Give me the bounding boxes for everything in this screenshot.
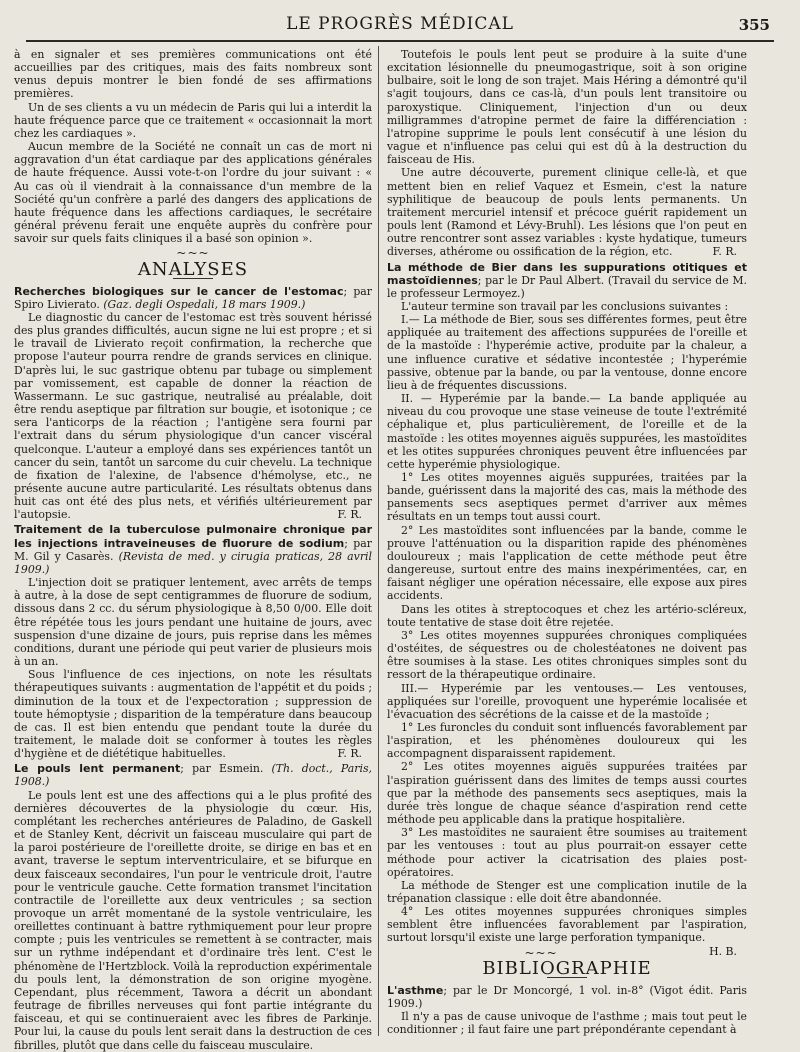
article-byline: ; par Esmein.	[180, 762, 272, 776]
article-methode-bier	[387, 260, 747, 958]
bibliography-paragraph: Il n'y a pas de cause univoque de l'asthme ; mais tout peut le conditionner ; il faut faire une part prépondérante cependant à	[387, 1010, 747, 1037]
left-column	[14, 48, 373, 1052]
article-paragraph: III.— Hyperémie par les ventouses.— Les ventouses, appliquées sur l'oreille, provoquent une hyperémie localisée et l'évacuation des sécrétions de la caisse et de la mastoïde ;	[387, 681, 747, 721]
right-column	[387, 48, 747, 1036]
intro-paragraph: Un de ses clients a vu un médecin de Paris qui lui a interdit la haute fréquence parce que ce traitement « occasionnait la mort chez les cardiaques ».	[14, 100, 372, 140]
article-title: Traitement de la tuberculose pulmonaire chronique par les injections intraveineuses de fluorure de sodium	[14, 523, 372, 550]
article-paragraph: 1° Les otites moyennes aiguës suppurées, traitées par la bande, guérissent dans la majorité des cas, mais la méthode des pansements secs aseptiques permet d'arriver aux mêmes résultats en un temps tout aussi court.	[387, 471, 747, 524]
article-paragraph: 1° Les furoncles du conduit sont influencés favorablement par l'aspiration, et les phénomènes douloureux qui les accompagnent disparaissent rapidement.	[387, 720, 747, 761]
section-heading-bibliographie: BIBLIOGRAPHIE	[482, 957, 652, 979]
article-paragraph: La méthode de Stenger est une complication inutile de la trépanation classique : elle doit être abandonnée.	[387, 878, 747, 905]
article-tuberculose	[14, 523, 372, 760]
article-title: La méthode de Bier dans les suppurations otitiques et mastoïdiennes	[387, 260, 747, 287]
article-signature: F. R.	[337, 747, 362, 761]
article-source: (Revista de med. y cirugia praticas, 28 avril 1909.)	[14, 549, 373, 576]
column-divider	[378, 46, 379, 1036]
article-paragraph: L'injection doit se pratiquer lentement, avec arrêts de temps à autre, à la dose de sept centigrammes de fluorure de sodium, dissous dans 2 cc. du sérum physiologique à 8,50 0/00. Elle doit être répétée tous les jours pendant une huitaine de jours, avec suspension d'une dizaine de jours, puis reprise dans les mêmes conditions, durant une période qui peut varier de plusieurs mois à un an.	[14, 576, 372, 669]
article-title: Recherches biologiques sur le cancer de l'estomac	[14, 284, 344, 298]
article-pouls-lent	[14, 762, 372, 1051]
article-cancer-estomac	[14, 285, 372, 522]
article-title: Le pouls lent permanent	[14, 762, 181, 776]
journal-title: LE PROGRÈS MÉDICAL	[286, 14, 514, 34]
article-paragraph: Dans les otites à streptocoques et chez les artério-scléreux, toute tentative de stase doit être rejetée.	[387, 602, 747, 629]
article-byline: ; par M. Gil y Casarès.	[14, 536, 372, 563]
continuation-paragraph: Toutefois le pouls lent peut se produire à la suite d'une excitation lésionnelle du pneumogastrique, soit à son origine bulbaire, soit le long de son trajet. Mais Héring a démontré qu'il s'agit toujours, dans ce cas-là, d'un pouls lent transitoire ou paroxystique. Cliniquement, l'injection d'un ou deux milligrammes d'atropine permet de faire la différenciation : l'atropine supprime le pouls lent consécutif à une lésion du vague et n'influence pas celui qui est dû à la destruction du faisceau de His.	[387, 48, 747, 167]
ornament-divider: ~~~	[524, 945, 558, 960]
article-paragraph: 3° Les otites moyennes suppurées chroniques compliquées d'ostéites, de séquestres ou de cholestéatones ne doivent pas être soumises à la stase. Les otites chroniques simples sont du ressort de la thérapeutique ordinaire.	[387, 628, 747, 682]
article-paragraph: II. — Hyperémie par la bande.— La bande appliquée au niveau du cou provoque une stase veineuse de toute l'extrémité céphalique et, plus particulièrement, de l'oreille et de la mastoïde : les otites moyennes aiguës suppurées, les mastoïdites et les otites suppurées chroniques peuvent être influencées par cette hyperémie physiologique.	[387, 392, 747, 471]
article-paragraph: 2° Les otites moyennes aiguës suppurées traitées par l'aspiration guérissent dans des limites de temps aussi courtes que par la méthode des pansements secs aseptiques, mais la durée très longue de chaque séance d'aspiration rend cette méthode peu applicable dans la pratique hospitalière.	[387, 760, 747, 827]
article-text: Sous l'influence de ces injections, on note les résultats thérapeutiques suivants : augmentation de l'appétit et du poids ; diminution de la toux et de l'expectoration ; suppression de toute hémoptysie ; disparition de la température dans beaucoup de cas. Il est bien entendu que pendant toute la durée du traitement, le malade doit se conformer à toutes les règles d'hygiène et de diététique habituelles.	[14, 668, 373, 761]
article-paragraph: 2° Les mastoïdites sont influencées par la bande, comme le prouve l'atténuation ou la disparition rapide des phénomènes douloureux ; mais l'application de cette méthode peut être dangereuse, surtout entre des mains inexpérimentées, car, en faisant négliger une opération nécessaire, elle expose aux pires accidents.	[387, 523, 747, 603]
article-paragraph	[14, 668, 372, 760]
page-header	[26, 10, 774, 42]
article-byline: ; par Spiro Livierato.	[14, 284, 372, 311]
article-paragraph: Le pouls lent est une des affections qui a le plus profité des dernières découvertes de la physiologie du cœur. His, complétant les recherches antérieures de Paladino, de Gaskell et de Stanley Kent, décrivit un faisceau musculaire qui part de la paroi postérieure de l'oreillette droite, se dirige en bas et en avant, traverse le septum interventriculaire, et se bifurque en deux faisceaux secondaires, l'un pour le ventricule droit, l'autre pour le ventricule gauche. Cette formation transmet l'incitation contractile de l'oreillette aux deux ventricules ; sa section provoque un arrêt momentané de la systole ventriculaire, les oreillettes continuant à battre rythmiquement pour leur propre compte ; puis les ventricules se remettent à se contracter, mais sur un rythme indépendant et d'ordinaire très lent. C'est le phénomène de l'Hertzblock. Voilà la reproduction expérimentale du pouls lent, la démonstration de son origine myogène. Cependant, plus récemment, Tawora a décrit un abondant feutrage de fibrilles nerveuses qui font partie intégrante du faisceau, et qui se continueraient avec les fibres de Parkinje. Pour lui, la cause du pouls lent serait dans la destruction de ces fibrilles, plutôt que dans celle du faisceau musculaire.	[14, 788, 372, 1052]
article-signature: H. B.	[709, 944, 737, 958]
page-number: 355	[738, 16, 770, 34]
article-signature: F. R.	[337, 508, 362, 522]
article-text: Le diagnostic du cancer de l'estomac est très souvent hérissé des plus grandes difficultés, aucun signe ne lui est propre ; et si le travail de Livierato reçoit confirmation, la recherche que propose l'auteur pourra rendre de grands services en clinique. D'après lui, le suc gastrique obtenu par tubage ou simplement par vomissement, est capable de donner la réaction de Wassermann. Le suc gastrique, neutralisé au préalable, doit être rendu aseptique par filtration sur bougie, et isotonique ; ce sera l'anticorps de la réaction ; l'antigène sera fourni par l'extrait dans du sérum physiologique d'un cancer viscéral quelconque. L'auteur a employé dans ses expériences tantôt un cancer du sein, tantôt un sarcome du cuir chevelu. La technique de fixation de l'alexine, de l'absence d'hémolyse, etc., ne présente aucune autre particularité. Les résultats obtenus dans huit cas ont été des plus nets, et vérifiés ultérieurement par l'autopsie.	[14, 310, 372, 522]
bibliography-title: L'asthme	[387, 983, 444, 997]
article-source: (Th. doct., Paris, 1908.)	[14, 762, 373, 789]
article-byline: ; par le Dr Paul Albert. (Travail du service de M. le professeur Lermoyez.)	[387, 273, 747, 300]
article-signature: F. R.	[712, 245, 737, 259]
article-paragraph	[387, 905, 747, 958]
section-heading-analyses: ANALYSES	[137, 258, 249, 280]
bibliography-entry-asthme	[387, 984, 747, 1037]
continuation-paragraph	[387, 166, 747, 258]
article-paragraph: I.— La méthode de Bier, sous ses différentes formes, peut être appliquée au traitement des affections suppurées de l'oreille et de la mastoïde : l'hyperémie active, produite par la chaleur, a une influence curative et sédative incontestée ; l'hyperémie passive, obtenue par la bande, ou par la ventouse, donne encore lieu à de fréquentes discussions.	[387, 313, 747, 392]
article-paragraph: 3° Les mastoïdites ne sauraient être soumises au traitement par les ventouses : tout au plus pourrait-on essayer cette méthode pour activer la cicatrisation des plaies post-opératoires.	[387, 826, 747, 879]
ornament-divider: ~~~	[176, 246, 210, 261]
intro-paragraph: à en signaler et ses premières communications ont été accueillies par des critiques, mais des faits nombreux sont venus depuis montrer le bien fondé de ses affirmations premières.	[14, 48, 372, 101]
intro-paragraph: Aucun membre de la Société ne connaît un cas de mort ni aggravation d'un état cardiaque par des applications générales de haute fréquence. Aussi vote-t-on l'ordre du jour suivant : « Au cas où il viendrait à la connaissance d'un membre de la Société qu'un confrère a parlé des dangers des applications de haute fréquence dans les affections cardiaques, le secrétaire général prévenu ferait une enquête auprès du confrère pour savoir sur quels faits cliniques il a basé son opinion ».	[14, 140, 372, 246]
article-text: 4° Les otites moyennes suppurées chroniques simples semblent être influencées favorablement par l'aspiration, surtout lorsqu'il existe une large perforation tympanique.	[387, 905, 747, 945]
article-source: (Gaz. degli Ospedali, 18 mars 1909.)	[103, 297, 306, 311]
continuation-text: Une autre découverte, purement clinique celle-là, et que mettent bien en relief Vaquez et Esmein, c'est la nature syphilitique de beaucoup de pouls lents permanents. Un traitement mercuriel intensif et précoce guérit rapidement un pouls lent (Ramond et Lévy-Bruhl). Les lésions que l'on peut en outre rencontrer sont assez variables : kyste hydatique, tumeurs diverses, athérome ou ossification de la région, etc.	[387, 166, 747, 259]
article-paragraph	[14, 311, 372, 522]
article-paragraph: L'auteur termine son travail par les conclusions suivantes :	[401, 299, 729, 313]
bibliography-byline: ; par le Dr Moncorgé, 1 vol. in-8° (Vigot édit. Paris 1909.)	[387, 983, 747, 1011]
